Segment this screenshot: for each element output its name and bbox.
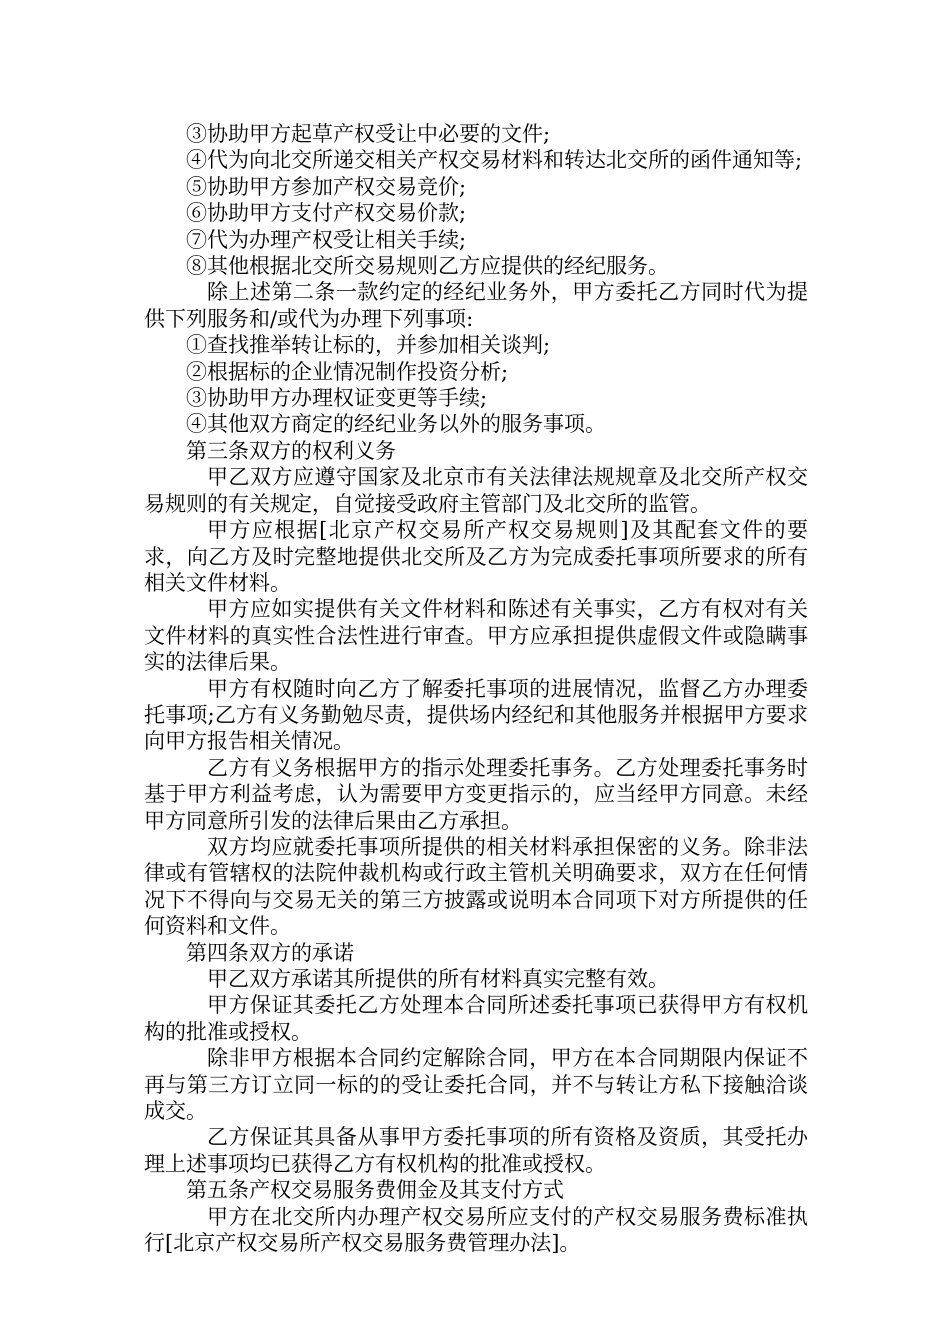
paragraph-service-fee: 甲方在北交所内办理产权交易所应支付的产权交易服务费标准执行[北京产权交易所产权交易服务费管理办法]。 (144, 1204, 808, 1256)
paragraph-commitment-materials: 甲乙双方承诺其所提供的所有材料真实完整有效。 (207, 967, 669, 991)
list-item-8-other-services: ⑧其他根据北交所交易规则乙方应提供的经纪服务。 (186, 254, 669, 279)
paragraph-confidentiality: 双方均应就委托事项所提供的相关材料承担保密的义务。除非法律或有管辖权的法院仲裁机构或行政主管机关明确要求，双方在任何情况下不得向与交易无关的第三方披露或说明本合同项下对方所提供的任何资料和文件。 (144, 834, 808, 939)
section-heading-4: 第四条双方的承诺 (186, 940, 354, 965)
document-page (144, 121, 808, 1256)
list-item-4-submission: ④代为向北交所递交相关产权交易材料和转达北交所的函件通知等; (186, 148, 803, 173)
list-item-6-payment: ⑥协助甲方支付产权交易价款; (186, 201, 467, 226)
paragraph-commitment-exclusivity: 除非甲方根据本合同约定解除合同，甲方在本合同期限内保证不再与第三方订立同一标的的受让委托合同，并不与转让方私下接触洽谈成交。 (144, 1046, 808, 1124)
section-heading-5: 第五条产权交易服务费佣金及其支付方式 (186, 1178, 564, 1203)
paragraph-truthfulness: 甲方应如实提供有关文件材料和陈述有关事实，乙方有权对有关文件材料的真实性合法性进行审查。甲方应承担提供虚假文件或隐瞒事实的法律后果。 (144, 597, 808, 675)
list-item-4-other-matters: ④其他双方商定的经纪业务以外的服务事项。 (186, 412, 606, 437)
paragraph-compliance: 甲乙双方应遵守国家及北京市有关法律法规规章及北交所产权交易规则的有关规定，自觉接受政府主管部门及北交所的监管。 (144, 465, 808, 516)
paragraph-documents: 甲方应根据[北京产权交易所产权交易规则]及其配套文件的要求，向乙方及时完整地提供北交所及乙方为完成委托事项所要求的所有相关文件材料。 (144, 518, 808, 595)
paragraph-commitment-qualification: 乙方保证其具备从事甲方委托事项的所有资格及资质，其受托办理上述事项均已获得乙方有权机构的批准或授权。 (144, 1125, 808, 1176)
list-item-3-certificate: ③协助甲方办理权证变更等手续; (186, 386, 488, 411)
paragraph-commitment-authorization: 甲方保证其委托乙方处理本合同所述委托事项已获得甲方有权机构的批准或授权。 (144, 993, 808, 1044)
list-item-2-analysis: ②根据标的企业情况制作投资分析; (186, 359, 509, 384)
section-heading-3: 第三条双方的权利义务 (186, 438, 396, 463)
list-item-3-drafting: ③协助甲方起草产权受让中必要的文件; (186, 122, 551, 146)
paragraph-additional-services: 除上述第二条一款约定的经纪业务外，甲方委托乙方同时代为提供下列服务和/或代为办理下列事项: (144, 280, 808, 331)
paragraph-instructions: 乙方有义务根据甲方的指示处理委托事务。乙方处理委托事务时基于甲方利益考虑，认为需要甲方变更指示的，应当经甲方同意。未经甲方同意所引发的法律后果由乙方承担。 (144, 755, 808, 833)
list-item-7-procedures: ⑦代为办理产权受让相关手续; (186, 227, 467, 252)
list-item-1-search: ①查找推举转让标的，并参加相关谈判; (186, 333, 551, 358)
list-item-5-bidding: ⑤协助甲方参加产权交易竞价; (186, 174, 467, 199)
paragraph-supervision: 甲方有权随时向乙方了解委托事项的进展情况，监督乙方办理委托事项;乙方有义务勤勉尽责，提供场内经纪和其他服务并根据甲方要求向甲方报告相关情况。 (144, 676, 808, 754)
